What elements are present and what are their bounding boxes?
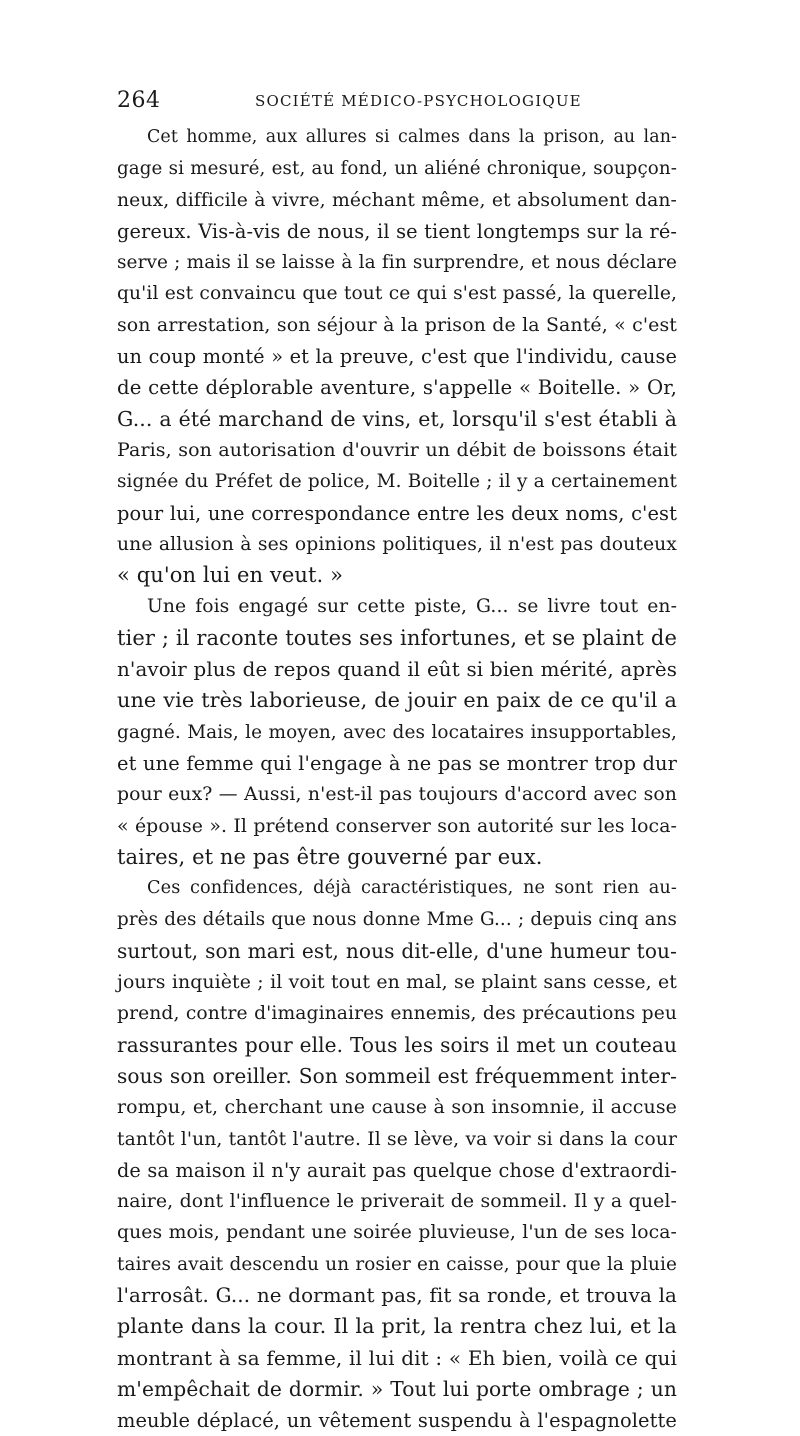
book-page xyxy=(117,88,677,1436)
text-line: signée du Préfet de police, M. Boitelle ; il y a certainement xyxy=(117,471,677,493)
text-line: de cette déplorable aventure, s'appelle « Boitelle. » Or, xyxy=(117,376,677,400)
text-line: gereux. Vis-à-vis de nous, il se tient longtemps sur la ré- xyxy=(117,219,677,243)
text-line: n'avoir plus de repos quand il eût si bien mérité, après xyxy=(117,658,677,682)
text-line: ques mois, pendant une soirée pluvieuse, l'un de ses loca- xyxy=(117,1222,677,1244)
text-line: Cet homme, aux allures si calmes dans la prison, au lan- xyxy=(147,127,677,147)
text-line: rompu, et, cherchant une cause à son insomnie, il accuse xyxy=(117,1096,677,1119)
text-line: gage si mesuré, est, au fond, un aliéné chronique, soupçon- xyxy=(117,158,677,180)
text-line: meuble déplacé, un vêtement suspendu à l'espagnolette xyxy=(117,1409,677,1433)
text-line: son arrestation, son séjour à la prison de la Santé, « c'est xyxy=(117,313,677,336)
text-line: serve ; mais il se laisse à la fin surprendre, et nous déclare xyxy=(117,252,677,274)
running-head: SOCIÉTÉ MÉDICO-PSYCHOLOGIQUE xyxy=(255,92,582,110)
text-line: rassurantes pour elle. Tous les soirs il met un couteau xyxy=(117,1032,677,1057)
text-line: jours inquiète ; il voit tout en mal, se plaint sans cesse, et xyxy=(117,971,677,994)
text-line: montrant à sa femme, il lui dit : « Eh bien, voilà ce qui xyxy=(117,1345,677,1370)
body-text xyxy=(117,122,677,1436)
text-line: Ces confidences, déjà caractéristiques, ne sont rien au- xyxy=(147,878,677,899)
page-header xyxy=(117,88,677,118)
text-line: l'arrosât. G... ne dormant pas, fit sa ronde, et trouva la xyxy=(117,1283,677,1307)
text-line: prend, contre d'imaginaires ennemis, des précautions peu xyxy=(117,1003,677,1025)
text-line: pour lui, une correspondance entre les deux noms, c'est xyxy=(117,501,677,525)
text-line: m'empêchait de dormir. » Tout lui porte ombrage ; un xyxy=(117,1376,677,1401)
text-line: taires, et ne pas être gouverné par eux. xyxy=(117,844,543,869)
text-line: une vie très laborieuse, de jouir en paix de ce qu'il a xyxy=(117,688,677,713)
text-line: plante dans la cour. Il la prit, la rentra chez lui, et la xyxy=(117,1314,677,1339)
text-line: sous son oreiller. Son sommeil est fréquemment inter- xyxy=(117,1063,677,1088)
text-line: près des détails que nous donne Mme G... ; depuis cinq ans xyxy=(117,909,677,931)
text-line: Une fois engagé sur cette piste, G... se livre tout en- xyxy=(147,596,677,618)
text-line: G... a été marchand de vins, et, lorsqu'il s'est établi à xyxy=(117,406,677,431)
text-line: tantôt l'un, tantôt l'autre. Il se lève, va voir si dans la cour xyxy=(117,1128,677,1150)
page-number: 264 xyxy=(117,88,161,113)
text-line: pour eux? — Aussi, n'est-il pas toujours d'accord avec son xyxy=(117,784,677,806)
text-line: une allusion à ses opinions politiques, il n'est pas douteux xyxy=(117,533,677,555)
text-line: qu'il est convaincu que tout ce qui s'est passé, la querelle, xyxy=(117,283,677,305)
text-line: « qu'on lui en veut. » xyxy=(117,563,344,588)
text-line: gagné. Mais, le moyen, avec des locataires insupportables, xyxy=(117,721,677,743)
text-line: neux, difficile à vivre, méchant même, et absolument dan- xyxy=(117,189,677,211)
text-line: taires avait descendu un rosier en caisse, pour que la pluie xyxy=(117,1253,677,1275)
text-line: Paris, son autorisation d'ouvrir un débit de boissons était xyxy=(117,438,677,461)
text-line: et une femme qui l'engage à ne pas se montrer trop dur xyxy=(117,751,677,775)
text-line: un coup monté » et la preuve, c'est que l'individu, cause xyxy=(117,345,677,369)
text-line: naire, dont l'influence le priverait de sommeil. Il y a quel- xyxy=(117,1190,677,1213)
text-line: tier ; il raconte toutes ses infortunes, et se plaint de xyxy=(117,625,677,650)
text-line: « épouse ». Il prétend conserver son autorité sur les loca- xyxy=(117,815,677,837)
text-line: de sa maison il n'y aurait pas quelque chose d'extraordi- xyxy=(117,1158,677,1182)
text-line: surtout, son mari est, nous dit-elle, d'une humeur tou- xyxy=(117,938,677,963)
